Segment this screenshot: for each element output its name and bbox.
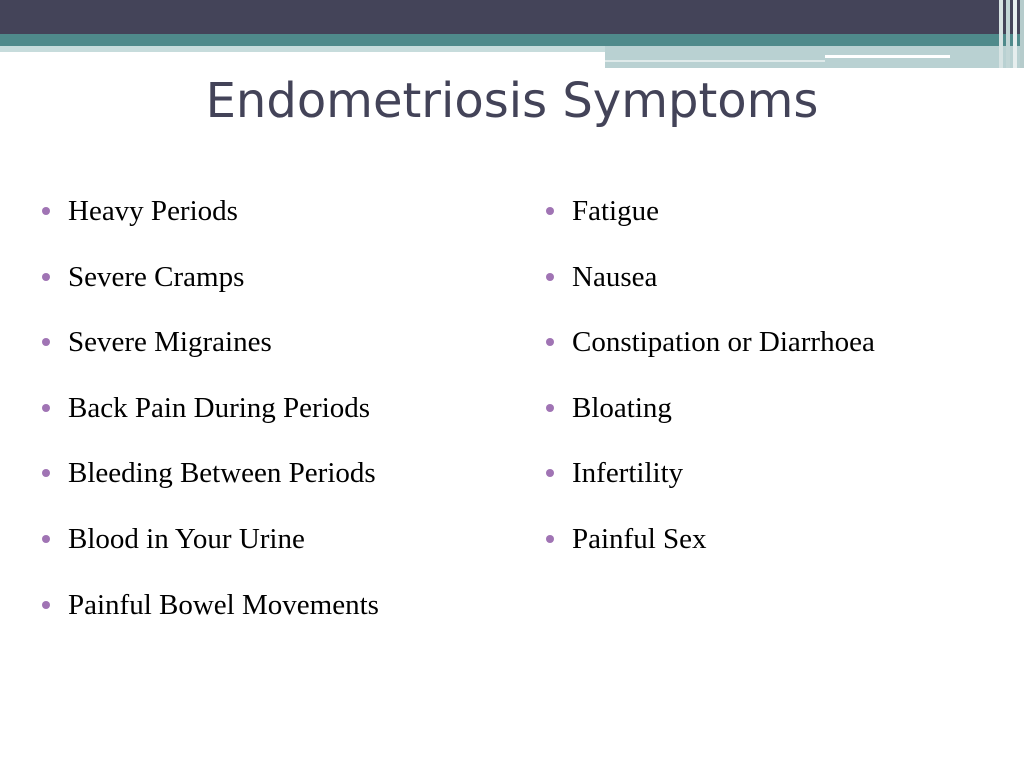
bullet-icon	[546, 404, 554, 412]
list-item	[544, 319, 1004, 385]
bullet-icon	[546, 273, 554, 281]
header-highlight-line	[825, 55, 950, 58]
list-item-label: Infertility	[572, 457, 684, 490]
left-symptom-list	[40, 188, 510, 647]
bullet-icon	[546, 207, 554, 215]
header-stripe	[999, 0, 1003, 68]
list-item-label: Nausea	[572, 260, 658, 293]
bullet-icon	[42, 338, 50, 346]
bullet-icon	[546, 469, 554, 477]
bullet-icon	[42, 469, 50, 477]
list-item	[40, 254, 510, 320]
header-stripes	[994, 0, 1024, 68]
bullet-icon	[42, 601, 50, 609]
bullet-icon	[42, 207, 50, 215]
header-stripe	[1013, 0, 1017, 68]
list-item	[544, 254, 1004, 320]
header-stripe	[1006, 0, 1010, 68]
list-item	[40, 516, 510, 582]
bullet-icon	[42, 535, 50, 543]
header-band-light-left	[0, 46, 605, 52]
bullet-icon	[546, 338, 554, 346]
bullet-icon	[42, 404, 50, 412]
list-item-label: Severe Migraines	[68, 326, 272, 359]
slide-title: Endometriosis Symptoms	[205, 73, 819, 129]
list-item	[40, 582, 510, 648]
list-item	[40, 319, 510, 385]
header-band-dark	[0, 0, 1024, 34]
list-item-label: Bleeding Between Periods	[68, 457, 376, 490]
right-symptom-list	[544, 188, 1004, 582]
list-item	[40, 385, 510, 451]
list-item	[544, 385, 1004, 451]
list-item	[40, 450, 510, 516]
list-item-label: Painful Sex	[572, 522, 707, 555]
header-stripe	[1020, 0, 1024, 68]
header-band-teal	[0, 34, 1024, 46]
list-item-label: Severe Cramps	[68, 260, 245, 293]
list-item-label: Fatigue	[572, 195, 659, 227]
list-item-label: Back Pain During Periods	[68, 391, 371, 424]
header-band-light-right	[605, 46, 1024, 68]
list-item-label: Constipation or Diarrhoea	[572, 326, 875, 359]
header-accent-line	[605, 60, 825, 62]
list-item-label: Heavy Periods	[68, 195, 238, 227]
bullet-icon	[546, 535, 554, 543]
list-item-label: Blood in Your Urine	[68, 522, 305, 555]
bullet-icon	[42, 273, 50, 281]
list-item-label: Bloating	[572, 391, 672, 424]
list-item	[544, 188, 1004, 254]
list-item	[544, 450, 1004, 516]
list-item	[544, 516, 1004, 582]
list-item	[40, 188, 510, 254]
list-item-label: Painful Bowel Movements	[68, 588, 379, 621]
